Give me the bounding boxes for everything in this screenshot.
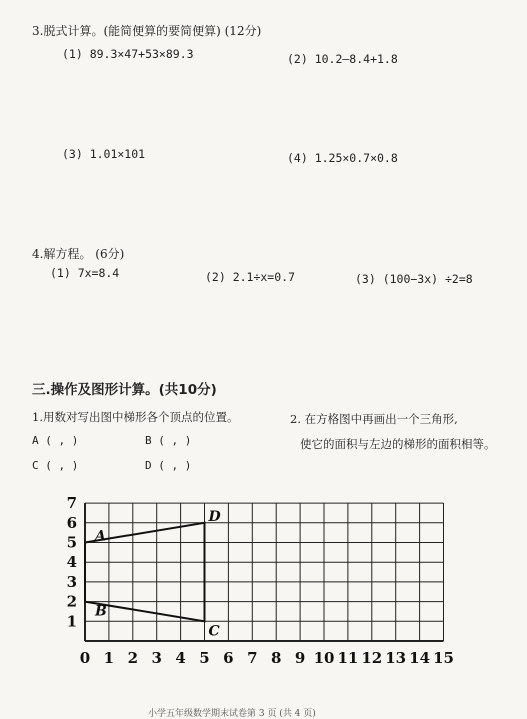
blank-d[interactable]: D ( , ) [145, 459, 192, 472]
x-tick-label: 1 [103, 649, 115, 667]
q4-item-1: (1) 7x=8.4 [50, 266, 120, 280]
x-tick-label: 6 [223, 649, 234, 667]
x-tick-label: 15 [433, 649, 454, 667]
y-tick-label: 3 [66, 572, 77, 591]
x-tick-label: 7 [247, 649, 258, 667]
x-tick-label: 5 [199, 649, 210, 667]
x-tick-label: 3 [151, 649, 162, 667]
x-tick-label: 11 [337, 649, 359, 667]
x-tick-label: 12 [361, 649, 383, 667]
vertex-label-d: D [208, 508, 221, 525]
y-tick-label: 7 [66, 494, 77, 513]
blank-b[interactable]: B ( , ) [145, 434, 192, 447]
section3-q2-line1: 2. 在方格图中再画出一个三角形, [290, 412, 458, 426]
x-tick-label: 4 [175, 649, 186, 667]
section3-q1: 1.用数对写出图中梯形各个顶点的位置。 [32, 410, 239, 424]
y-tick-label: 6 [66, 513, 77, 532]
x-tick-label: 10 [313, 649, 335, 667]
vertex-label-a: A [95, 528, 106, 545]
x-tick-label: 14 [409, 649, 431, 667]
q3-title: 3.脱式计算。(能简便算的要简便算) (12分) [32, 24, 262, 38]
x-tick-label: 0 [79, 649, 91, 667]
vertex-label-b: B [95, 603, 107, 620]
x-tick-label: 8 [270, 649, 282, 667]
x-tick-label: 13 [385, 649, 407, 667]
x-tick-label: 9 [294, 649, 306, 667]
y-tick-label: 2 [66, 592, 77, 611]
q3-item-3: (3) 1.01×101 [62, 147, 146, 161]
q3-item-1: (1) 89.3×47+53×89.3 [62, 47, 194, 61]
vertex-label-c: C [208, 623, 220, 640]
page-footer: 小学五年级数学期末试卷第 3 页 (共 4 页) [148, 709, 316, 719]
section3-q2-line2: 使它的面积与左边的梯形的面积相等。 [300, 437, 496, 451]
q4-item-2: (2) 2.1÷x=0.7 [205, 270, 296, 284]
y-tick-label: 4 [66, 553, 77, 572]
y-tick-label: 1 [66, 612, 77, 631]
q4-title: 4.解方程。 (6分) [32, 247, 125, 261]
q4-item-3: (3) (100−3x) ÷2=8 [355, 272, 473, 286]
q3-item-4: (4) 1.25×0.7×0.8 [287, 151, 398, 165]
section3-title: 三.操作及图形计算。(共10分) [32, 382, 217, 398]
blank-c[interactable]: C ( , ) [32, 459, 79, 472]
y-tick-label: 5 [66, 533, 77, 552]
x-tick-label: 2 [127, 649, 139, 667]
q3-item-2: (2) 10.2—8.4+1.8 [287, 52, 398, 66]
blank-a[interactable]: A ( , ) [32, 434, 79, 447]
